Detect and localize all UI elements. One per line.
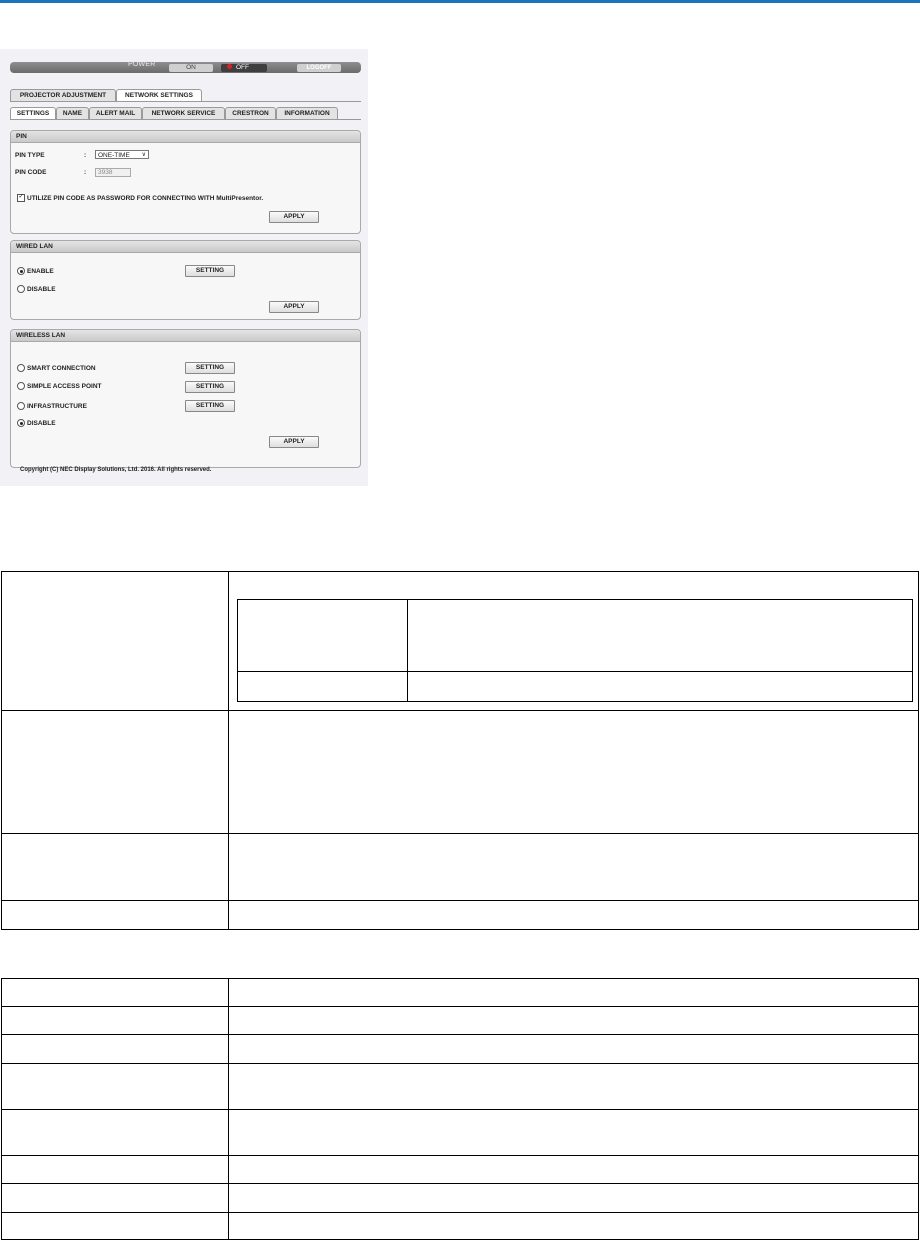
- chevron-down-icon: ∨: [141, 152, 146, 158]
- table-cell: [2, 1184, 229, 1213]
- table-cell: [229, 1110, 919, 1156]
- table-cell: [229, 711, 919, 834]
- power-label: POWER: [128, 61, 156, 68]
- infrastructure-setting-button[interactable]: SETTING: [185, 400, 235, 412]
- tab-name[interactable]: NAME: [56, 107, 89, 119]
- table-row: [2, 711, 919, 834]
- table-row: [2, 1035, 919, 1064]
- table-cell: [2, 711, 229, 834]
- table-cell: [229, 1184, 919, 1213]
- wireless-disable-radio[interactable]: [17, 419, 25, 427]
- pin-group: [10, 130, 361, 234]
- table-cell: [408, 672, 913, 702]
- table-row: [2, 834, 919, 901]
- power-off-label: OFF: [236, 63, 249, 71]
- table-cell: [238, 672, 408, 702]
- table-cell: [2, 1035, 229, 1064]
- table-row: [2, 1184, 919, 1213]
- table-cell: [2, 901, 229, 930]
- table-cell: [238, 600, 408, 672]
- table-cell: [229, 1035, 919, 1064]
- tab-alert-mail[interactable]: ALERT MAIL: [89, 107, 142, 119]
- table-cell: [408, 600, 913, 672]
- wireless-apply-button[interactable]: APPLY: [269, 436, 319, 448]
- table-row: [238, 672, 913, 702]
- pin-type-label: PIN TYPE: [15, 152, 45, 159]
- simple-access-point-radio[interactable]: [17, 382, 25, 390]
- table-cell: [229, 901, 919, 930]
- infrastructure-radio[interactable]: [17, 402, 25, 410]
- simple-access-point-setting-button[interactable]: SETTING: [185, 381, 235, 393]
- table-row: [2, 1007, 919, 1035]
- table-cell: [229, 1156, 919, 1184]
- pin-apply-button[interactable]: APPLY: [269, 211, 319, 223]
- header-accent-bar: [0, 0, 920, 3]
- utilize-pin-checkbox[interactable]: ✓: [18, 194, 24, 200]
- table-row: [2, 1156, 919, 1184]
- table-cell: [2, 979, 229, 1007]
- pin-type-value: ONE-TIME: [98, 152, 130, 159]
- power-off-button[interactable]: [221, 64, 267, 72]
- wireless-disable-label: DISABLE: [27, 420, 56, 427]
- wireless-lan-group: [10, 329, 361, 468]
- table-cell: [229, 1007, 919, 1035]
- table-cell: [2, 834, 229, 901]
- tab-settings[interactable]: SETTINGS: [10, 107, 56, 119]
- logoff-button[interactable]: LOGOFF: [297, 64, 341, 72]
- tab-projector-adjustment[interactable]: PROJECTOR ADJUSTMENT: [10, 89, 116, 101]
- table-row: [2, 572, 919, 711]
- smart-connection-label: SMART CONNECTION: [27, 365, 96, 372]
- table-row: [2, 1213, 919, 1240]
- table-cell: [2, 572, 229, 711]
- power-on-button[interactable]: ON: [169, 64, 213, 72]
- table-row: [238, 600, 913, 672]
- nested-table: [237, 599, 913, 702]
- smart-connection-radio[interactable]: [17, 364, 25, 372]
- wired-lan-group: [10, 240, 361, 320]
- wireless-description-table: [1, 978, 919, 1240]
- pin-group-title: PIN: [11, 131, 360, 143]
- table-row: [2, 979, 919, 1007]
- table-cell: [2, 1064, 229, 1110]
- pin-code-field: 3938: [95, 168, 131, 177]
- table-cell: [2, 1110, 229, 1156]
- table-cell: [229, 1213, 919, 1240]
- table-cell: [229, 1064, 919, 1110]
- pin-code-colon: :: [84, 169, 87, 176]
- wired-apply-button[interactable]: APPLY: [269, 301, 319, 313]
- wired-enable-label: ENABLE: [27, 268, 54, 275]
- table-row: [2, 1064, 919, 1110]
- wired-enable-radio[interactable]: [17, 267, 25, 275]
- tab-information[interactable]: INFORMATION: [276, 107, 338, 119]
- pin-type-select[interactable]: [95, 150, 149, 159]
- wired-lan-title: WIRED LAN: [11, 241, 360, 253]
- table-cell: [2, 1213, 229, 1240]
- wired-disable-label: DISABLE: [27, 286, 56, 293]
- tab-network-service[interactable]: NETWORK SERVICE: [142, 107, 225, 119]
- smart-connection-setting-button[interactable]: SETTING: [185, 362, 235, 374]
- pin-type-colon: :: [84, 152, 87, 159]
- utilize-pin-label: UTILIZE PIN CODE AS PASSWORD FOR CONNECTING WITH MultiPresentor.: [27, 195, 264, 202]
- simple-access-point-label: SIMPLE ACCESS POINT: [27, 383, 102, 390]
- tab-divider: [10, 101, 361, 102]
- infrastructure-label: INFRASTRUCTURE: [27, 403, 87, 410]
- pin-code-label: PIN CODE: [15, 169, 47, 176]
- table-cell: [229, 572, 919, 711]
- power-indicator-icon: [227, 64, 232, 69]
- table-cell: [229, 979, 919, 1007]
- table-cell: [2, 1156, 229, 1184]
- wired-setting-button[interactable]: SETTING: [185, 265, 235, 277]
- tab-network-settings[interactable]: NETWORK SETTINGS: [116, 89, 202, 101]
- table-row: [2, 1110, 919, 1156]
- power-bar: [10, 62, 361, 73]
- table-cell: [2, 1007, 229, 1035]
- tab-crestron[interactable]: CRESTRON: [225, 107, 276, 119]
- wired-disable-radio[interactable]: [17, 285, 25, 293]
- table-row: [2, 901, 919, 930]
- projector-web-ui-screenshot: [0, 49, 368, 486]
- table-cell: [229, 834, 919, 901]
- wireless-lan-title: WIRELESS LAN: [11, 330, 360, 342]
- settings-description-table: [1, 571, 919, 930]
- subtab-divider: [10, 119, 361, 120]
- copyright-text: Copyright (C) NEC Display Solutions, Ltd. 2016. All rights reserved.: [20, 467, 212, 473]
